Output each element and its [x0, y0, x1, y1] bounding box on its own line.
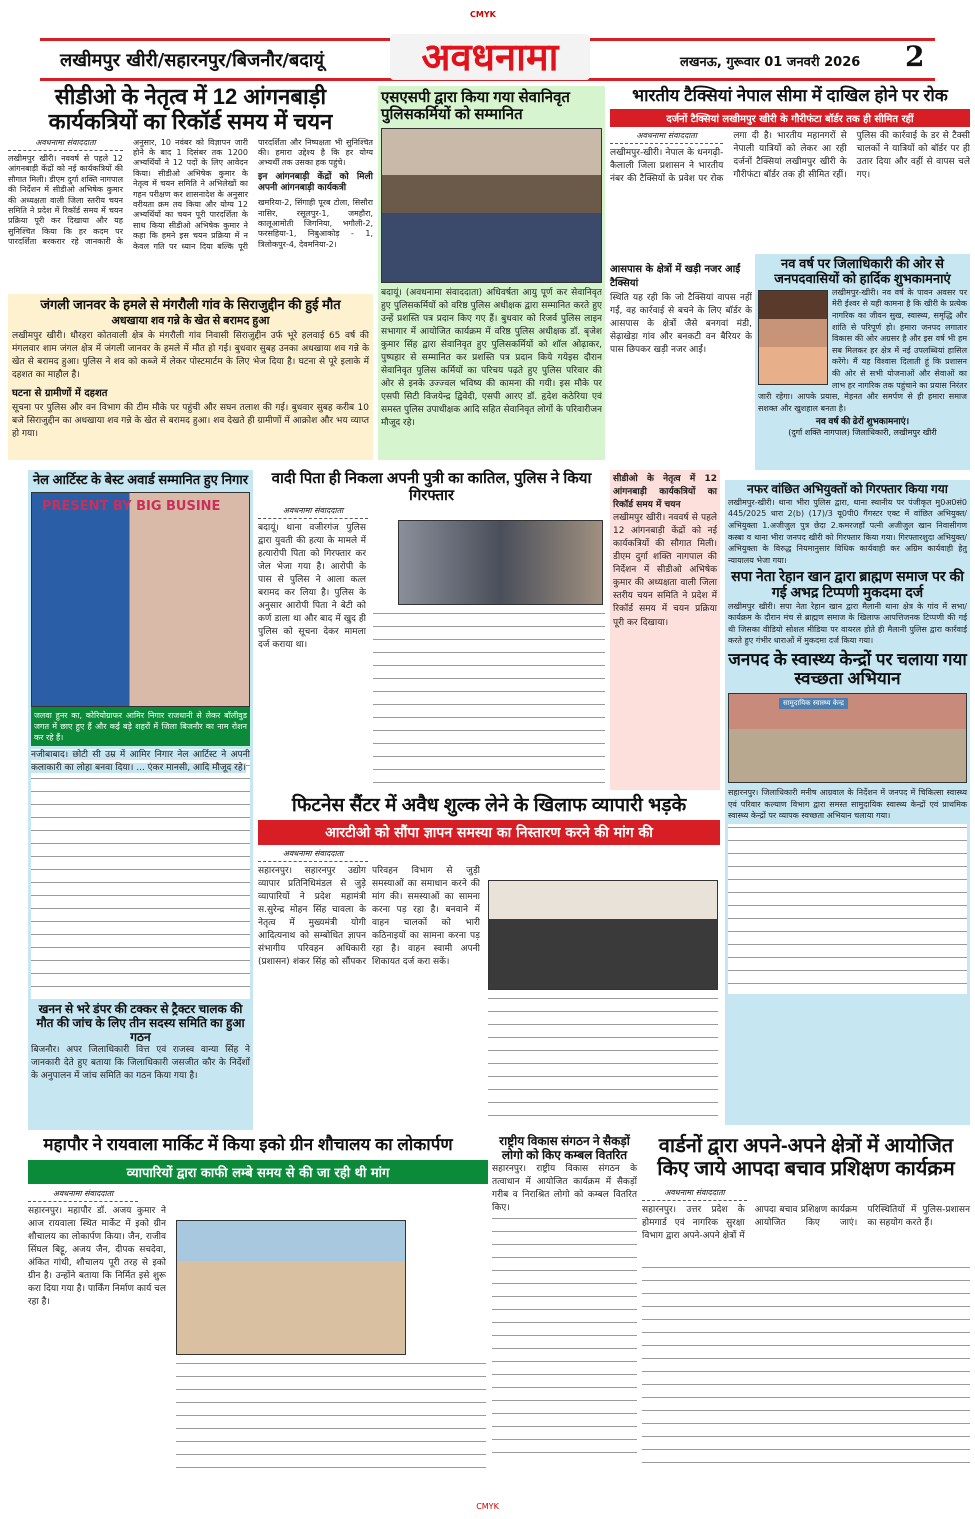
- byline: अवधनामा संवाददाता: [610, 130, 723, 145]
- article-body-columns: [488, 995, 718, 1123]
- story-disaster-training: [642, 1135, 970, 1485]
- subheadline: आरटीओ को सौंपा ज्ञापन समस्या का निस्तारण करने की मांग की: [258, 820, 720, 845]
- story-father-arrested: [258, 470, 605, 790]
- edition-list: लखीमपुर खीरी/सहारनपुर/बिजनौर/बदायूं: [60, 50, 324, 71]
- felicitation-photo: [381, 128, 602, 283]
- headline: राष्ट्रीय विकास संगठन ने सैकड़ों लोगो को किए कम्बल वितरित: [499, 1134, 630, 1162]
- headline-arrest: नफर वांछित अभियुक्तों को गिरफ्तार किया गया: [747, 482, 948, 496]
- sub-story-body: बिजनौर। अपर जिलाधिकारी वित्त एवं राजस्व वान्या सिंह ने जानकारी देते हुए बताया कि जिलाधिकारी जसजीत कौर के निर्देशों के अनुपालन में जांच समिति का गठन किया गया है।: [31, 1045, 250, 1082]
- headline: महापौर ने रायवाला मार्किट में किया इको ग्रीन शौचालय का लोकार्पण: [43, 1135, 453, 1154]
- sub-story-headline: खनन से भरे डंपर की टक्कर से ट्रैक्टर चालक की मौत की जांच के लिए तीन सदस्य समिति का हुआ गठन: [36, 1001, 245, 1044]
- subheadline: अधखाया शव गन्ने के खेत से बरामद हुआ: [111, 314, 270, 327]
- story-cdo-repeat: [610, 470, 720, 790]
- story-taxi-ban-continued: [610, 258, 752, 470]
- inauguration-photo: [176, 1220, 406, 1355]
- story-cdo-anganwadi: [8, 84, 373, 292]
- article-body: लखीमपुर खीरी। नववर्ष से पहले 12 आंगनबाड़ी केंद्रों को नई कार्यकत्रियों की सौगात मिली। डीएम दुर्गा शक्ति नागपाल की निर्देशन में सीडीओ अभिषेक कुमार की अध्यक्षता वाली जिला स्तरीय चयन समिति ने प्रदेश में रिकॉर्ड समय में चयन प्रक्रिया पूरी कर दिखाया।: [613, 513, 717, 628]
- byline: अवधनामा संवाददाता: [28, 1188, 138, 1202]
- article-body: [31, 749, 250, 999]
- subheading: इन आंगनबाड़ी केंद्रों को मिली अपनी आंगनबाड़ी कार्यकत्री: [258, 171, 373, 194]
- article-body: सहारनपुर। सहारनपुर उद्योग व्यापार प्रतिनिधिमंडल से जुड़े व्यापारियों ने प्रदेश महामंत्री स.सुरेन्द्र मोहन सिंह चावला के नेतृत्व में मुख्यमंत्री योगी आदित्यनाथ को सम्बोधित ज्ञापन संभागीय परिवहन अधिकारी (प्रशासन) शंकर सिंह को सौंपकर परिवहन विभाग से जुड़ी समस्याओं का समाधान करने की मांग की। समस्याओं का सामना करना पड़ रहा है। बनवाने में वाहन चालकों को भारी कठिनाइयों का सामना करना पड़ रहा है। वाहन स्वामी अपनी शिकायत दर्ज करा सकें।: [258, 865, 480, 968]
- article-body: लखीमपुर-खीरी। नेपाल के धनगढ़ी-कैलाली जिला प्रशासन ने भारतीय नंबर की टैक्सियों के प्रवेश पर रोक लगा दी है। भारतीय महानगरों से नेपाली यात्रियों को लेकर आ रही दर्जनों टैक्सियां लखीमपुर खीरी के गौरीफंटा बॉर्डर तक ही सीमित रहीं। पुलिस की कार्रवाई के डर से टैक्सी चालकों ने यात्रियों को बॉर्डर पर ही उतार दिया और वहीं से वापस चले गए।: [610, 130, 970, 185]
- headline: वार्डनों द्वारा अपने-अपने क्षेत्रों में आयोजित किए जाये आपदा बचाव प्रशिक्षण कार्यक्रम: [657, 1135, 955, 1180]
- byline: अवधनामा संवाददाता: [258, 505, 368, 519]
- arrest-photo: [398, 520, 603, 605]
- cleanliness-body-continued: [728, 824, 967, 994]
- byline: अवधनामा संवाददाता: [642, 1187, 747, 1201]
- article-body: सहारनपुर। राष्ट्रीय विकास संगठन के तत्वाधान में आयोजित कार्यक्रम में सैकड़ों गरीब व निराश्रित लोगो को कम्बल वितरित किए।: [492, 1163, 637, 1213]
- greeting-line: नव वर्ष की ढेरों शुभकामनाएं।: [815, 416, 910, 427]
- headline: नव वर्ष पर जिलाधिकारी की ओर से जनपदवासियों को हार्दिक शुभकामनाएं: [774, 256, 951, 286]
- subheadline: व्यापारियों द्वारा काफी लम्बे समय से की जा रही थी मांग: [28, 1160, 488, 1184]
- page-number: 2: [905, 40, 925, 73]
- story-nail-artist: [28, 470, 253, 1130]
- article-body: लखीमपुर खीरी। धौरहरा कोतवाली क्षेत्र के मंगरौली गांव निवासी सिराजुद्दीन उर्फ भूरे हलवाई 65 वर्ष की मंगलवार शाम जंगल क्षेत्र में जंगली जानवर के हमले में मौत हो गई। बुधवार सुबह उनका अधखाया शव गन्ने के खेत से बरामद हुआ। पुलिस ने शव को कब्जे में लेकर पोस्टमार्टम के लिए भेज दिया है। घटना से पूरे इलाके में दहशत का माहौल है।: [12, 330, 369, 380]
- health-centre-photo: [728, 693, 967, 783]
- article-body-2: सूचना पर पुलिस और वन विभाग की टीम मौके पर पहुंची और सघन तलाश की गई। बुधवार सुबह करीब 10 बजे सिराजुद्दीन का अधखाया शव गन्ने के खेत से बरामद हुआ। शव देखते ही ग्रामीणों में आक्रोश और भय व्याप्त हो गया।: [12, 402, 369, 439]
- arrest-body: लखीमपुर-खीरी। थाना भीरा पुलिस द्वारा, थाना स्थानीय पर पंजीकृत मु0अ0सं0 445/2025 धारा 2(b) (17)/3 यू0पी0 गैंगस्टर एक्ट में वांछित अभियुक्त/अभियुक्ता 1.अजीजुल पुत्र छेदा 2.कमरजहाँ पत्नी अजीजुल खान निवासीगण कस्बा व थाना भीरा जनपद खीरी को गिरफ्तार किया गया। गिरफ्तारशुदा अभियुक्त/अभियुक्ता के विरुद्ध नियमानुसार विधिक कार्यवाही कर अग्रिम कार्यवाही हेतु न्यायालय भेजा गया।: [728, 497, 967, 565]
- cmyk-mark: CMYK: [470, 10, 496, 19]
- byline: अवधनामा संवाददाता: [8, 138, 123, 151]
- briefs-column: [725, 480, 970, 1125]
- teaser: सीडीओ के नेतृत्व में 12 आंगनबाड़ी कार्यकत्रियों का रिकॉर्ड समय में चयन: [613, 474, 717, 511]
- article-body: लखीमपुर खीरी। नववर्ष से पहले 12 आंगनबाड़ी केंद्रों को नई कार्यकत्रियों की सौगात मिली। डीएम दुर्गा शक्ति नागपाल की निर्देशन में सीडीओ अभिषेक कुमार की अध्यक्षता वाली जिला स्तरीय चयन समिति ने प्रदेश में रिकॉर्ड समय में चयन प्रक्रिया पूरी कर दिखाया और यह सुनिश्चित किया कि हर कदम पर पारदर्शिता बरकरार रहे जानकारी के अनुसार, 10 नवंबर को विज्ञापन जारी होने के बाद 1 दिसंबर तक 1200 अभ्यर्थियों ने 12 पदों के लिए आवेदन किया। सीडीओ अभिषेक कुमार के नेतृत्व में चयन समिति ने अभिलेखों का गहन परीक्षण कर शासनादेश के अनुसार वरीयता क्रम तय किया और योग्य 12 अभ्यर्थियों का चयन पूरी पारदर्शिता के साथ किया सीडीओ अभिषेक कुमार ने कहा कि हमने इस चयन प्रक्रिया में न केवल गति पर ध्यान दिया बल्कि पूरी पारदर्शिता और निष्पक्षता भी सुनिश्चित की। हमारा उद्देश्य है कि हर योग्य अभ्यर्थी तक उसका हक पहुंचे।: [8, 137, 373, 251]
- greeting-body: लखीमपुर-खीरी। नव वर्ष के पावन अवसर पर मेरी ईश्वर से यही कामना है कि खीरी के प्रत्येक नागरिक का जीवन सुख, स्वास्थ्य, समृद्धि और शांति से परिपूर्ण हो। हमारा जनपद लगातार विकास की ओर अग्रसर है और इस वर्ष भी हम सब मिलकर हर क्षेत्र में नई उपलब्धियां हासिल करेंगे। मैं यह विश्वास दिलाती हूं कि प्रशासन की ओर से सभी योजनाओं और सेवाओं का लाभ हर नागरिक तक पहुंचाने का प्रयास निरंतर जारी रहेगा। आपके प्रयास, मेहनत और समर्पण से ही हमारा समाज सशक्त और खुशहाल बनता है।: [758, 287, 967, 413]
- article-body-continued: [492, 1215, 637, 1465]
- subheading: आसपास के क्षेत्रों में खड़ी नजर आईं टैक्सियां: [610, 264, 741, 289]
- article-body: बदायूं। थाना वजीरगंज पुलिस द्वारा युवती की हत्या के मामले में हत्यारोपी पिता को गिरफ्तार कर जेल भेजा गया है। आरोपी के पास से पुलिस ने आला कत्ल बरामद कर लिया है। पुलिस के अनुसार आरोपी पिता ने बेटी को कर्ण डाला था और बाद में खुद ही पुलिस को सूचना देकर मामला दर्ज कराया था।: [258, 522, 366, 650]
- headline: जंगली जानवर के हमले से मंगरौली गांव के सिराजुद्दीन की हुई मौत: [40, 297, 341, 312]
- article-body-2: स्थिति यह रही कि जो टैक्सियां वापस नहीं गईं, वह कार्रवाई से बचने के लिए बॉर्डर के आसपास के क्षेत्रों जैसे बनगवां मंडी, सेढ़ाखेड़ा गांव और बनकटी वन बैरियर के पास छिपकर खड़ी नजर आईं।: [610, 293, 752, 356]
- memorandum-photo: [488, 880, 718, 990]
- article-body: सहारनपुर। महापौर डॉ. अजय कुमार ने आज रायवाला स्थित मार्केट में इको ग्रीन शौचालय का लोकार्पण किया। जैन, राजीव सिंघल बिट्टू, अजय जैन, दीपक सचदेवा, अंकित गांधी, शौचालय पूरी तरह से इको ग्रीन है। उन्होंने बताया कि निर्मित इसे शुरू करा दिया गया है। पार्किंग निर्माण कार्य चल रहा है।: [28, 1205, 166, 1307]
- story-wild-animal-attack: [8, 294, 373, 460]
- headline: वादी पिता ही निकला अपनी पुत्री का कातिल, पुलिस ने किया गिरफ्तार: [271, 470, 592, 505]
- article-body-columns: [176, 1360, 486, 1480]
- health-centre-sign: सामुदायिक स्वास्थ्य केन्द्र: [779, 698, 848, 709]
- article-body-continued: [642, 1264, 970, 1469]
- dm-portrait-photo: [758, 290, 828, 385]
- cleanliness-body: सहारनपुर। जिलाधिकारी मनीष आग्रवाल के निर्देशन में जनपद में चिकित्सा स्वास्थ्य एवं परिवार कल्याण विभाग द्वारा समस्त सामुदायिक स्वास्थ्य केन्द्रों एवं प्राथमिक स्वास्थ्य केन्द्रों पर व्यापक स्वच्छता अभियान चलाया गया।: [728, 788, 967, 821]
- article-body-columns: [373, 610, 605, 788]
- cmyk-footer-mark: CMYK: [476, 1502, 499, 1511]
- headline-fir: सपा नेता रेहान खान द्वारा ब्राह्मण समाज पर की गई अभद्र टिप्पणी मुकदमा दर्ज: [731, 568, 964, 601]
- subheading: घटना से ग्रामीणों में दहशत: [12, 387, 108, 399]
- fir-body: लखीमपुर खीरी। सपा नेता रेहान खान द्वारा मैलानी थाना क्षेत्र के गांव में सभा/कार्यक्रम के दौरान मंच से ब्राह्मण समाज के खिलाफ आपत्तिजनक टिप्पणी की गई थी जिसका वीडियो सोशल मीडिया पर वायरल होते ही मैलानी पुलिस द्वारा कार्रवाई करते हुए गंभीर धाराओं में मुकदमा दर्ज किया गया।: [728, 601, 967, 646]
- headline: सीडीओ के नेतृत्व में 12 आंगनबाड़ी कार्यकत्रियों का रिकॉर्ड समय में चयन: [48, 84, 333, 135]
- story-ssp-felicitation: [378, 86, 605, 460]
- subheadline: दर्जनों टैक्सियां लखीमपुर खीरी के गौरीफंटा बॉर्डर तक ही सीमित रहीं: [610, 109, 970, 127]
- story-taxi-ban: [610, 86, 970, 256]
- headline: भारतीय टैक्सियां नेपाल सीमा में दाखिल होने पर रोक: [632, 86, 948, 105]
- newspaper-logo: अवधनामा: [390, 34, 590, 80]
- center-list: खमरिया-2, सिंगाही पूरब टोला, सिसौरा नासिर, रसूलपुर-1, जमहौरा, कालूआमोती जिगनिया, भगौली-2, फरसहिया-1, निबुआकोड़ - 1, त्रिलोकपुर-4, देवमनिया-2।: [258, 198, 373, 249]
- headline-cleanliness: जनपद के स्वास्थ्य केन्द्रों पर चलाया गया स्वच्छता अभियान: [728, 649, 967, 689]
- story-fitness-centre-protest: [258, 795, 720, 1125]
- article-body: बदायूं। (अवधनामा संवाददाता) अधिवर्षता आयु पूर्ण कर सेवानिवृत हुए पुलिसकर्मियों को वरिष्ठ पुलिस अधीक्षक द्वारा सम्मानित करते हुए उन्हें प्रशस्ति पत्र प्रदान किए गए हैं। बुधवार को रिजर्व पुलिस लाइन सभागार में आयोजित कार्यक्रम में वरिष्ठ पुलिस अधीक्षक डॉ. बृजेश कुमार सिंह द्वारा सेवानिवृत हुए पुलिसकर्मियों को शॉल ओढ़ाकर, पुष्पहार से सम्मानित कर प्रशस्ति पत्र प्रदान किये गयेइस दौरान सेवानिवृत पुलिस कर्मियों का परिचय पढ़ते हुए पुलिस परिवार की ओर से इनके उज्ज्वल भविष्य की कामना की गयी। इस मौके पर एसपी सिटी विजयेन्द्र द्विवेदी, एसपी आरए डॉ. हृदेश कठेरिया एवं समस्त पुलिस उपाधीक्षक आदि सहित सेवानिवृत लोगों के परिवारीजन मौजूद रहे।: [381, 287, 602, 428]
- article-body-text: नजीबाबाद। छोटी सी उम्र में आमिर निगार नेल आर्टिस्ट ने अपनी कलाकारी का लोहा बनवा दिया। ... एंकर मानसी, आदि मौजूद रहे।: [31, 749, 250, 773]
- story-eco-green-toilet: [8, 1135, 488, 1485]
- dateline: लखनऊ, गुरूवार 01 जनवरी 2026: [680, 55, 861, 70]
- dm-new-year-greeting: [755, 254, 970, 470]
- article-body: सहारनपुर। उत्तर प्रदेश के होमगार्ड एवं नागरिक सुरक्षा विभाग द्वारा अपने-अपने क्षेत्रों में आपदा बचाव प्रशिक्षण कार्यक्रम आयोजित किए जाएं। परिस्थितियों में पुलिस-प्रशासन का सहयोग करते हैं।: [642, 1205, 970, 1242]
- story-blanket-distribution: [492, 1135, 637, 1485]
- byline: अवधनामा संवाददाता: [258, 848, 368, 862]
- headline: एसएसपी द्वारा किया गया सेवानिवृत पुलिसकर्मियों को सम्मानित: [381, 89, 570, 124]
- headline: नेल आर्टिस्ट के बेस्ट अवार्ड सम्मानित हुए निगार: [32, 472, 249, 487]
- photo-backdrop-text: PRESENT BY BIG BUSINE: [42, 498, 221, 514]
- signature: (दुर्गा शक्ति नागपाल) जिलाधिकारी, लखीमपुर खीरी: [788, 427, 937, 437]
- photo-caption: जलवा हुनर का, कोरियोग्राफर आमिर निगार राजधानी से लेकर बॉलीवुड जगत में छाए हुए हैं और कई बड़े शहरों में जिला बिजनौर का नाम रोशन कर रहे हैं।: [31, 707, 250, 746]
- headline: फिटनेस सैंटर में अवैध शुल्क लेने के खिलाफ व्यापारी भड़के: [291, 795, 687, 816]
- award-photo: [31, 492, 250, 707]
